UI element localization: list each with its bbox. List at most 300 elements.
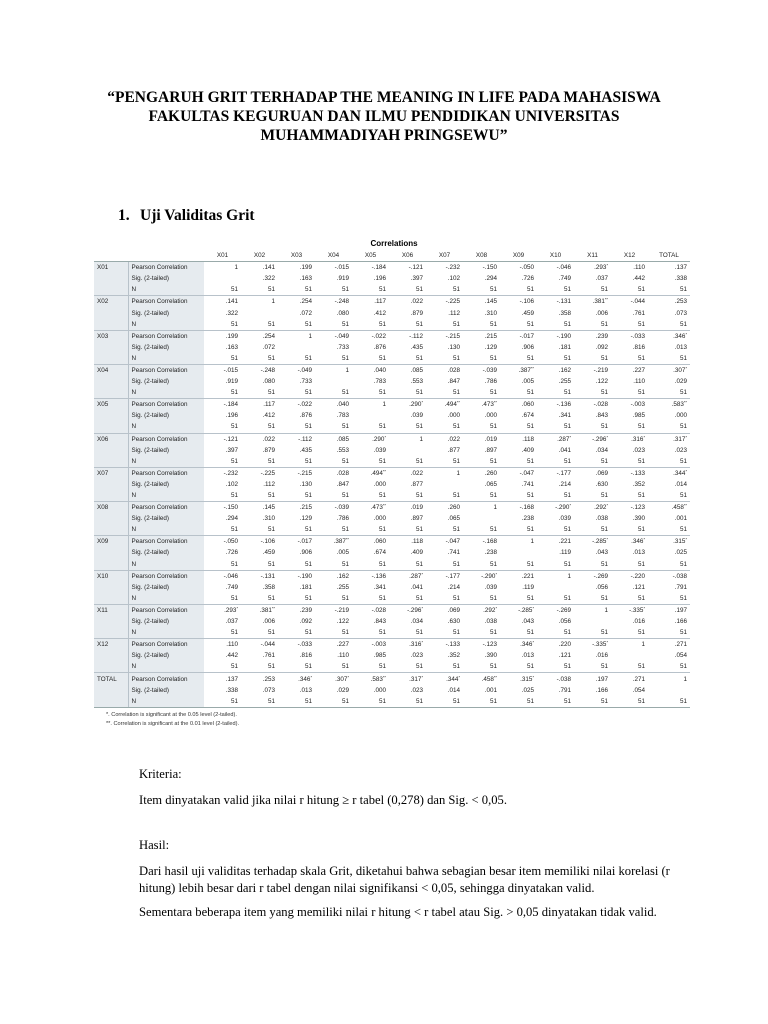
table-cell: 51 (230, 629, 238, 637)
table-cell: -.038 (537, 673, 574, 685)
table-cell: .674 (373, 549, 386, 557)
table-cell: .166 (595, 686, 608, 694)
table-row (94, 513, 690, 524)
table-cell: .255 (336, 583, 349, 591)
table-cell: 51 (679, 354, 687, 362)
table-row (94, 421, 690, 433)
table-cell: .199 (278, 262, 315, 274)
document-body (139, 766, 679, 921)
column-header: X09 (500, 250, 537, 262)
table-cell: .038 (484, 618, 497, 626)
table-cell: .181 (558, 343, 571, 351)
footnote-005: *. Correlation is significant at the 0.05 level (2-tailed). (106, 711, 237, 718)
table-cell: -.017 (500, 330, 537, 342)
table-cell: 51 (378, 457, 386, 465)
table-row (94, 319, 690, 331)
variable-label: X04 (94, 364, 128, 376)
table-cell: .877 (410, 480, 423, 488)
statistic-label: N (128, 353, 204, 365)
table-cell: .037 (595, 275, 608, 283)
table-cell: 51 (489, 560, 497, 568)
table-cell: 51 (415, 320, 423, 328)
table-cell: 51 (452, 286, 460, 294)
table-cell: -.136 (352, 570, 389, 582)
table-cell: .761 (262, 652, 275, 660)
statistic-label: N (128, 524, 204, 536)
table-cell: .346* (500, 639, 537, 651)
table-cell: 51 (304, 389, 312, 397)
table-row (94, 627, 690, 639)
table-cell: .346* (648, 330, 690, 342)
table-cell: .473** (352, 502, 389, 514)
table-cell: .102 (447, 275, 460, 283)
statistic-label: Sig. (2-tailed) (128, 547, 204, 558)
table-cell: -.028 (352, 604, 389, 616)
table-row (94, 445, 690, 456)
table-cell: -.296* (389, 604, 426, 616)
table-cell: .023 (410, 652, 423, 660)
table-cell: .344* (648, 467, 690, 479)
table-cell: -.044 (611, 296, 648, 308)
table-cell: .013 (674, 343, 687, 351)
table-cell: 51 (526, 594, 534, 602)
table-cell: .163 (225, 343, 238, 351)
table-cell: .006 (262, 618, 275, 626)
variable-label (94, 524, 128, 536)
table-cell: -.003 (352, 639, 389, 651)
table-cell (537, 582, 574, 593)
table-cell: 51 (230, 526, 238, 534)
statistic-label: N (128, 559, 204, 571)
table-cell: 51 (415, 354, 423, 362)
table-cell: .238 (484, 549, 497, 557)
table-cell: .726 (225, 549, 238, 557)
table-row (94, 284, 690, 296)
table-cell: -.335* (574, 639, 611, 651)
statistic-label: Pearson Correlation (128, 262, 204, 274)
table-cell: -.121 (389, 262, 426, 274)
table-cell: .387** (500, 364, 537, 376)
table-cell: 51 (563, 492, 571, 500)
statistic-label: Sig. (2-tailed) (128, 410, 204, 421)
table-cell: .073 (262, 686, 275, 694)
table-cell: .034 (410, 618, 423, 626)
table-cell: .117 (352, 296, 389, 308)
table-row (94, 559, 690, 571)
table-cell: .110 (337, 652, 349, 660)
table-cell: 51 (600, 629, 608, 637)
table-cell: .322 (225, 309, 238, 317)
table-cell: .080 (262, 378, 275, 386)
table-cell: 51 (378, 286, 386, 294)
table-cell: .473** (463, 399, 500, 411)
table-body (94, 262, 690, 708)
table-cell: .056 (558, 618, 571, 626)
title-line-1: “PENGARUH GRIT TERHADAP THE MEANING IN LIFE PADA MAHASISWA (107, 89, 661, 106)
table-cell: .791 (674, 583, 687, 591)
table-cell: .906 (299, 549, 312, 557)
statistic-label: Pearson Correlation (128, 467, 204, 479)
table-cell: 51 (452, 594, 460, 602)
table-cell: 51 (304, 354, 312, 362)
variable-label: X07 (94, 467, 128, 479)
variable-label: X11 (94, 604, 128, 616)
table-cell: 51 (378, 526, 386, 534)
statistic-label: N (128, 319, 204, 331)
table-cell: .013 (299, 686, 312, 694)
table-cell: 51 (637, 423, 645, 431)
table-cell: .254 (278, 296, 315, 308)
table-row (94, 570, 690, 582)
table-cell: .016 (632, 618, 645, 626)
table-cell: .118 (500, 433, 537, 445)
table-cell: 51 (679, 492, 687, 500)
table-cell: 51 (452, 629, 460, 637)
table-cell: 51 (415, 560, 423, 568)
table-cell: -.033 (611, 330, 648, 342)
table-cell: .630 (447, 618, 460, 626)
table-cell: .783 (373, 378, 386, 386)
table-footnotes (106, 711, 690, 729)
table-cell: 51 (230, 457, 238, 465)
table-cell: .073 (674, 309, 687, 317)
table-cell: 51 (267, 389, 275, 397)
table-cell: 51 (452, 492, 460, 500)
table-cell: .294 (484, 275, 497, 283)
table-cell: .726 (521, 275, 534, 283)
table-cell: 51 (415, 389, 423, 397)
statistic-label: N (128, 284, 204, 296)
table-cell: 51 (526, 663, 534, 671)
table-row (94, 330, 690, 342)
kriteria-label: Kriteria: (139, 767, 182, 781)
table-cell: .292* (574, 502, 611, 514)
table-cell: 1 (463, 502, 500, 514)
table-cell: -.269 (574, 570, 611, 582)
statistic-label: Sig. (2-tailed) (128, 582, 204, 593)
table-cell: 51 (230, 389, 238, 397)
table-cell: 51 (563, 457, 571, 465)
table-cell: 51 (526, 354, 534, 362)
table-cell: 51 (378, 389, 386, 397)
table-cell: .112 (263, 480, 275, 488)
table-cell: .227 (611, 364, 648, 376)
table-cell: 51 (526, 457, 534, 465)
table-cell: -.131 (241, 570, 278, 582)
table-cell: .029 (336, 686, 349, 694)
table-row (94, 661, 690, 673)
table-cell: 51 (679, 629, 687, 637)
table-cell: -.022 (278, 399, 315, 411)
table-cell: .196 (225, 412, 238, 420)
table-cell: .341 (373, 583, 386, 591)
table-cell: .039 (558, 515, 571, 523)
table-cell: -.248 (315, 296, 352, 308)
table-row (94, 685, 690, 696)
table-cell: -.177 (537, 467, 574, 479)
table-cell: .215 (463, 330, 500, 342)
table-cell: .255 (558, 378, 571, 386)
table-cell: 51 (304, 457, 312, 465)
table-cell: -.123 (611, 502, 648, 514)
table-cell: .260 (463, 467, 500, 479)
table-cell: 51 (341, 492, 349, 500)
table-cell: 51 (378, 354, 386, 362)
variable-label (94, 490, 128, 502)
table-cell: 51 (304, 560, 312, 568)
table-cell: .358 (262, 583, 275, 591)
table-cell: 51 (526, 320, 534, 328)
table-cell: -.033 (278, 639, 315, 651)
table-cell: .985 (373, 652, 386, 660)
table-cell: .322 (262, 275, 275, 283)
table-cell (352, 410, 389, 421)
table-cell: 1 (611, 639, 648, 651)
table-cell: -.248 (241, 364, 278, 376)
table-row (94, 616, 690, 627)
table-cell (611, 650, 648, 661)
table-cell: .014 (447, 686, 460, 694)
table-cell: .220 (537, 639, 574, 651)
table-cell: 51 (378, 492, 386, 500)
table-cell: 51 (489, 629, 497, 637)
section-number: 1. (118, 207, 130, 224)
table-cell: 51 (611, 696, 648, 708)
variable-label: X01 (94, 262, 128, 274)
table-cell: 51 (230, 354, 238, 362)
statistic-label: Pearson Correlation (128, 604, 204, 616)
table-cell: 51 (600, 457, 608, 465)
table-cell: .065 (447, 515, 460, 523)
table-row (94, 467, 690, 479)
table-cell: .741 (521, 480, 534, 488)
table-cell: .121 (632, 583, 645, 591)
table-cell: 51 (679, 423, 687, 431)
variable-label (94, 445, 128, 456)
table-cell: .121 (558, 652, 571, 660)
table-cell: 51 (304, 286, 312, 294)
table-cell: -.003 (611, 399, 648, 411)
table-cell: -.046 (537, 262, 574, 274)
variable-label: X03 (94, 330, 128, 342)
statistic-label: Pearson Correlation (128, 364, 204, 376)
table-cell: .039 (373, 446, 386, 454)
table-cell: .130 (299, 480, 312, 488)
table-cell: 51 (341, 320, 349, 328)
table-cell: .843 (595, 412, 608, 420)
table-row (94, 696, 690, 708)
statistic-label: Sig. (2-tailed) (128, 376, 204, 387)
variable-label (94, 284, 128, 296)
correlations-table (94, 250, 690, 708)
table-cell: .287* (537, 433, 574, 445)
column-header: X12 (611, 250, 648, 262)
table-cell: .025 (674, 549, 687, 557)
table-cell: -.219 (574, 364, 611, 376)
table-cell: 51 (378, 594, 386, 602)
table-cell: .919 (336, 275, 349, 283)
variable-label (94, 616, 128, 627)
table-cell: 51 (600, 320, 608, 328)
table-cell: 51 (415, 629, 423, 637)
table-header (94, 250, 690, 262)
section-heading-text: Uji Validitas Grit (140, 207, 255, 224)
table-cell: .919 (225, 378, 238, 386)
table-cell: .412 (373, 309, 386, 317)
table-cell: .041 (558, 446, 571, 454)
table-cell: -.049 (278, 364, 315, 376)
table-cell: 51 (230, 320, 238, 328)
table-cell: .674 (521, 412, 534, 420)
table-cell: .025 (521, 686, 534, 694)
table-cell: .221 (500, 570, 537, 582)
table-cell: .287* (389, 570, 426, 582)
table-cell: 51 (304, 492, 312, 500)
variable-label (94, 685, 128, 696)
table-cell: .166 (674, 618, 687, 626)
table-cell: .001 (674, 515, 687, 523)
variable-label (94, 513, 128, 524)
table-cell: .254 (241, 330, 278, 342)
table-cell: .897 (410, 515, 423, 523)
table-cell: 51 (600, 389, 608, 397)
table-cell: .197 (574, 673, 611, 685)
table-row (94, 433, 690, 445)
table-cell: 51 (600, 526, 608, 534)
table-row (94, 547, 690, 558)
statistic-label: Sig. (2-tailed) (128, 342, 204, 353)
table-cell: -.285* (574, 536, 611, 548)
statistic-label: Pearson Correlation (128, 673, 204, 685)
table-cell: 51 (452, 423, 460, 431)
table-row (94, 593, 690, 605)
variable-label (94, 456, 128, 468)
table-cell: 51 (378, 560, 386, 568)
table-cell: 51 (267, 320, 275, 328)
table-cell: 51 (378, 663, 386, 671)
table-row (94, 353, 690, 365)
table-cell: .013 (521, 652, 534, 660)
table-cell: -.184 (352, 262, 389, 274)
table-cell: .409 (410, 549, 423, 557)
table-cell: .199 (204, 330, 241, 342)
table-cell: .341 (558, 412, 571, 420)
table-cell: 51 (341, 594, 349, 602)
table-cell: .038 (595, 515, 608, 523)
table-cell: -.220 (611, 570, 648, 582)
variable-label: X02 (94, 296, 128, 308)
table-cell: .876 (373, 343, 386, 351)
table-cell: 51 (679, 457, 687, 465)
variable-label (94, 627, 128, 639)
table-cell: .494** (352, 467, 389, 479)
table-cell: .162 (537, 364, 574, 376)
table-cell: 51 (241, 696, 278, 708)
header-row (94, 250, 690, 262)
table-row (94, 342, 690, 353)
table-cell: 51 (526, 560, 534, 568)
table-row (94, 399, 690, 411)
table-cell: .014 (674, 480, 687, 488)
table-cell: 51 (230, 423, 238, 431)
column-header: X03 (278, 250, 315, 262)
table-cell: .019 (389, 502, 426, 514)
table-cell: .040 (315, 399, 352, 411)
table-cell (574, 616, 611, 627)
table-cell: .741 (447, 549, 460, 557)
table-cell: .221 (537, 536, 574, 548)
table-cell: .317* (389, 673, 426, 685)
table-cell: .110 (204, 639, 241, 651)
table-cell: -.232 (426, 262, 463, 274)
document-title (90, 88, 678, 145)
table-cell: .129 (484, 343, 497, 351)
variable-label: X06 (94, 433, 128, 445)
table-cell: 51 (341, 389, 349, 397)
table-row (94, 456, 690, 468)
table-cell: .145 (463, 296, 500, 308)
table-cell: 51 (267, 594, 275, 602)
column-header: X11 (574, 250, 611, 262)
table-cell: 51 (415, 492, 423, 500)
table-cell: .346* (611, 536, 648, 548)
statistic-label: Pearson Correlation (128, 536, 204, 548)
column-header: X01 (204, 250, 241, 262)
table-cell: 51 (204, 696, 241, 708)
table-row (94, 490, 690, 502)
table-cell: .102 (225, 480, 238, 488)
table-cell: 51 (463, 696, 500, 708)
table-cell: 51 (563, 663, 571, 671)
table-cell: 51 (526, 286, 534, 294)
table-cell: 51 (648, 696, 690, 708)
table-cell: .876 (299, 412, 312, 420)
table-cell: .022 (241, 433, 278, 445)
table-cell: .022 (389, 467, 426, 479)
table-cell: 51 (230, 663, 238, 671)
table-cell: 1 (537, 570, 574, 582)
title-line-2: FAKULTAS KEGURUAN DAN ILMU PENDIDIKAN UNIVERSITAS (148, 108, 620, 125)
table-cell: .005 (336, 549, 349, 557)
table-cell: .292* (463, 604, 500, 616)
table-cell: .112 (448, 309, 460, 317)
table-cell: -.028 (574, 399, 611, 411)
table-cell: .879 (262, 446, 275, 454)
statistic-label: N (128, 627, 204, 639)
variable-label (94, 410, 128, 421)
table-cell: .344* (426, 673, 463, 685)
table-cell: .397 (225, 446, 238, 454)
table-cell: .352 (632, 480, 645, 488)
table-cell: .130 (447, 343, 460, 351)
footnote-001: **. Correlation is significant at the 0.01 level (2-tailed). (106, 720, 240, 727)
section-heading (118, 207, 255, 225)
table-cell: 51 (637, 320, 645, 328)
statistic-label: Sig. (2-tailed) (128, 685, 204, 696)
table-cell: .023 (410, 686, 423, 694)
table-row (94, 364, 690, 376)
table-cell: 1 (500, 536, 537, 548)
table-row (94, 262, 690, 274)
table-cell: .877 (447, 446, 460, 454)
table-cell: 51 (637, 629, 645, 637)
variable-label (94, 387, 128, 399)
table-cell: .816 (632, 343, 645, 351)
variable-label: X05 (94, 399, 128, 411)
table-cell: .013 (632, 549, 645, 557)
table-cell (463, 513, 500, 524)
table-cell: 1 (315, 364, 352, 376)
